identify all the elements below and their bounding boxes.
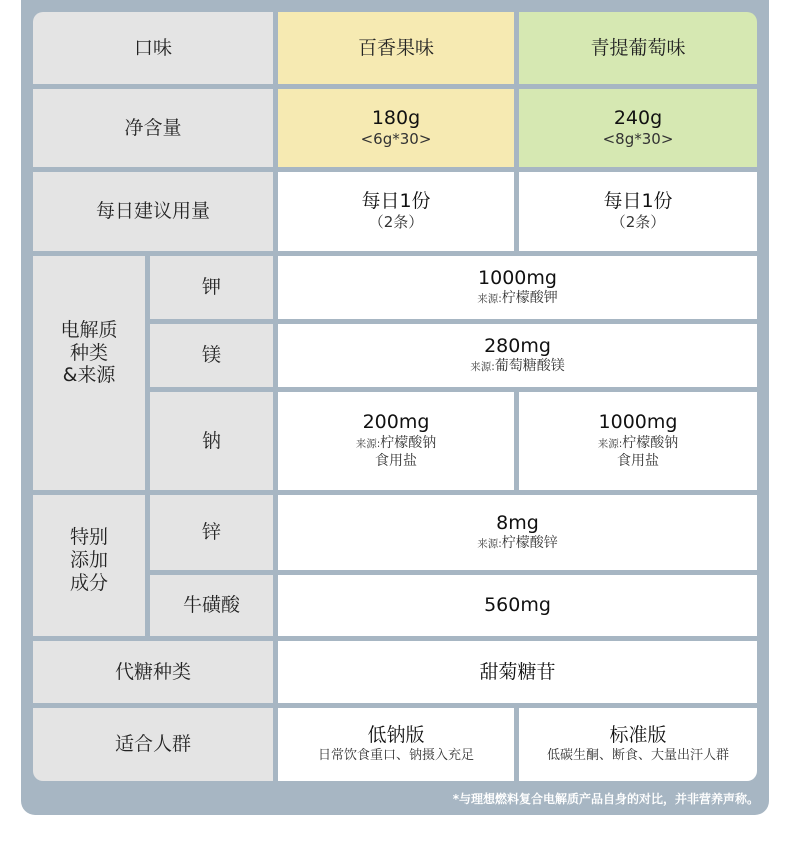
sweetener-label: 代糖种类 [114, 660, 191, 683]
sodium-col2-value: 1000mg [598, 410, 678, 433]
potassium-label-cell [150, 256, 273, 319]
flavor-label: 口味 [133, 36, 172, 59]
daily-dose-col1-value: 每日1份 [361, 190, 431, 213]
net-content-col2-value: 240g [613, 106, 663, 129]
additives-group-line3: 成分 [69, 571, 108, 594]
magnesium-source-prefix: 来源: [470, 361, 495, 374]
sodium-col1-source-prefix: 来源: [355, 437, 381, 450]
electrolyte-group-line1: 电解质 [60, 318, 118, 341]
zinc-source-prefix: 来源: [477, 538, 502, 551]
daily-dose-col2-cell [519, 172, 757, 251]
zinc-value-cell [278, 495, 757, 570]
taurine-label: 牛磺酸 [182, 594, 240, 617]
magnesium-label: 镁 [201, 344, 221, 367]
comparison-table [33, 12, 757, 781]
sodium-label-cell [150, 392, 273, 490]
audience-col2-value: 标准版 [609, 724, 667, 746]
magnesium-source [470, 357, 565, 376]
net-content-col1-value: 180g [371, 106, 421, 129]
daily-dose-col2-note: （2条） [610, 213, 666, 232]
net-content-label-cell [33, 89, 273, 167]
net-content-col2-pack: <8g*30> [602, 129, 674, 148]
audience-col1-cell [278, 708, 514, 781]
audience-col1-desc: 日常饮食重口、钠摄入充足 [317, 747, 474, 763]
sodium-col2-source-text: 柠檬酸钠 [622, 434, 679, 451]
taurine-value-cell [278, 575, 757, 636]
net-content-col1-cell [278, 89, 514, 167]
audience-label-cell [33, 708, 273, 781]
magnesium-value: 280mg [484, 334, 551, 357]
net-content-col1-pack: <6g*30> [360, 129, 432, 148]
passionfruit-header-cell [278, 12, 514, 84]
additives-group-cell [33, 495, 145, 636]
sodium-label: 钠 [201, 429, 221, 452]
potassium-source-text: 柠檬酸钾 [501, 290, 558, 307]
potassium-label: 钾 [201, 276, 221, 299]
audience-col2-cell [519, 708, 757, 781]
potassium-value: 1000mg [478, 266, 557, 289]
zinc-source [477, 534, 558, 553]
additives-group-label [70, 526, 108, 594]
sodium-col1-value: 200mg [362, 410, 430, 433]
daily-dose-label-cell [33, 172, 273, 251]
sweetener-value-cell [278, 641, 757, 703]
footnote: *与理想燃料复合电解质产品自身的对比，并非营养声称。 [452, 792, 759, 806]
net-content-label: 净含量 [124, 116, 182, 139]
zinc-label-cell [150, 495, 273, 570]
taurine-label-cell [150, 575, 273, 636]
zinc-source-text: 柠檬酸锌 [501, 535, 558, 552]
zinc-label: 锌 [201, 521, 221, 544]
electrolyte-group-line2: 种类 [69, 341, 108, 364]
flavor-label-cell [33, 12, 273, 84]
sodium-col2-source [598, 434, 679, 453]
daily-dose-label: 每日建议用量 [95, 200, 210, 223]
sodium-col2-cell [519, 392, 757, 490]
sodium-col2-source2: 食用盐 [617, 453, 659, 470]
net-content-col2-cell [519, 89, 757, 167]
additives-group-line2: 添加 [69, 549, 108, 572]
sodium-col1-cell [278, 392, 514, 490]
electrolyte-group-label [60, 319, 117, 387]
magnesium-source-text: 葡萄糖酸镁 [494, 358, 565, 375]
electrolyte-group-line3: &来源 [62, 364, 116, 387]
sweetener-value: 甜菊糖苷 [479, 660, 556, 683]
potassium-source-prefix: 来源: [477, 293, 502, 306]
sodium-col2-source-prefix: 来源: [597, 437, 623, 450]
potassium-value-cell [278, 256, 757, 319]
magnesium-label-cell [150, 324, 273, 387]
magnesium-value-cell [278, 324, 757, 387]
taurine-value: 560mg [484, 594, 551, 617]
sweetener-label-cell [33, 641, 273, 703]
daily-dose-col2-value: 每日1份 [603, 190, 673, 213]
sodium-col1-source2: 食用盐 [375, 453, 417, 470]
audience-col2-desc: 低碳生酮、断食、大量出汗人群 [546, 747, 729, 763]
additives-group-line1: 特别 [69, 526, 108, 549]
audience-label: 适合人群 [114, 733, 191, 756]
potassium-source [477, 289, 558, 308]
grape-header-cell [519, 12, 757, 84]
grape-header: 青提葡萄味 [590, 36, 686, 59]
zinc-value: 8mg [496, 511, 539, 534]
audience-col1-value: 低钠版 [367, 724, 425, 746]
passionfruit-header: 百香果味 [357, 36, 434, 59]
sodium-col1-source-text: 柠檬酸钠 [380, 434, 437, 451]
daily-dose-col1-cell [278, 172, 514, 251]
daily-dose-col1-note: （2条） [368, 213, 424, 232]
sodium-col1-source [356, 434, 437, 453]
electrolyte-group-cell [33, 256, 145, 490]
